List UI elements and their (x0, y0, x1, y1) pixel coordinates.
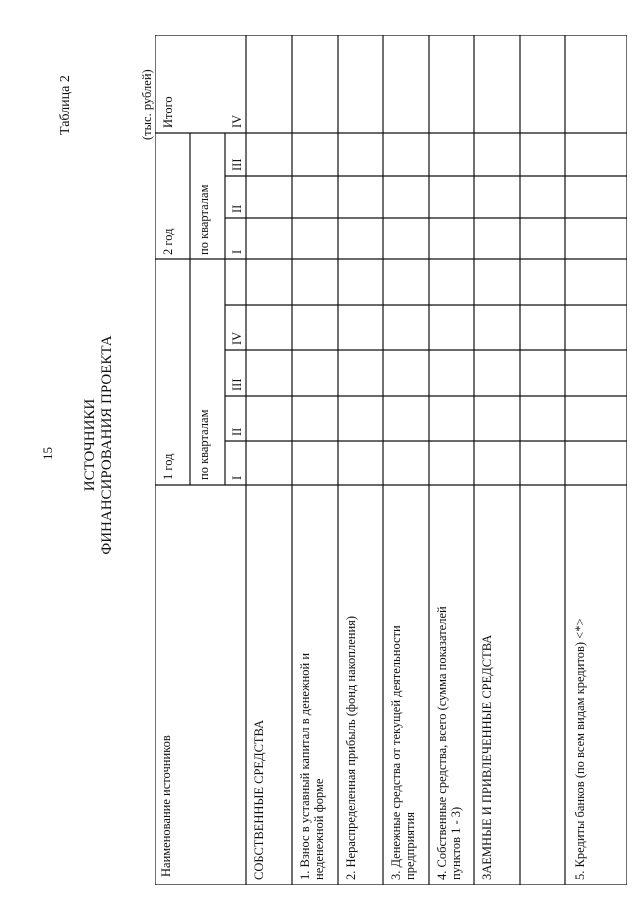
table-caption: Таблица 2 (58, 75, 73, 135)
heading-line-2: ФИНАНСИРОВАНИЯ ПРОЕКТА (99, 335, 115, 555)
financing-table (155, 35, 627, 885)
table-row-label: 3. Денежные средства от текущей деятельности предприятия (389, 625, 417, 880)
header-name-column: Наименование источников (159, 735, 173, 877)
header-by-quarters-year-2: по кварталам (197, 184, 211, 255)
quarter-label-y1-q1: I (230, 475, 244, 480)
table-row-label: СОБСТВЕННЫЕ СРЕДСТВА (252, 719, 266, 880)
table-row-label: 4. Собственные средства, всего (сумма показателей пунктов 1 - 3) (435, 606, 463, 880)
header-year-2: 2 год (161, 228, 175, 255)
header-by-quarters-year-1: по кварталам (197, 409, 211, 480)
table-row-label: 1. Взнос в уставный капитал в денежной и неденежной форме (298, 652, 326, 880)
quarter-label-y2-q2: II (230, 204, 244, 213)
document-heading (82, 285, 116, 605)
quarter-label-y1-q2: II (230, 427, 244, 436)
page-number: 15 (40, 447, 55, 460)
header-year-1: 1 год (161, 453, 175, 480)
table-row-label: ЗАЕМНЫЕ И ПРИВЛЕЧЕННЫЕ СРЕДСТВА (480, 634, 494, 880)
quarter-label-y2-q4: IV (230, 114, 244, 128)
quarter-label-y2-q3: III (230, 158, 244, 171)
quarter-label-y2-q1: I (230, 249, 244, 254)
table-row-label: 2. Нераспределенная прибыль (фонд накопления) (344, 615, 358, 880)
units-label: (тыс. рублей) (140, 69, 154, 140)
quarter-label-y1-q4: IV (230, 331, 244, 345)
quarter-label-y1-q3: III (230, 378, 244, 391)
table-row-label: 5. Кредиты банков (по всем видам кредитов) <*> (573, 618, 587, 880)
header-total: Итого (161, 96, 175, 128)
heading-line-1: ИСТОЧНИКИ (82, 398, 98, 492)
